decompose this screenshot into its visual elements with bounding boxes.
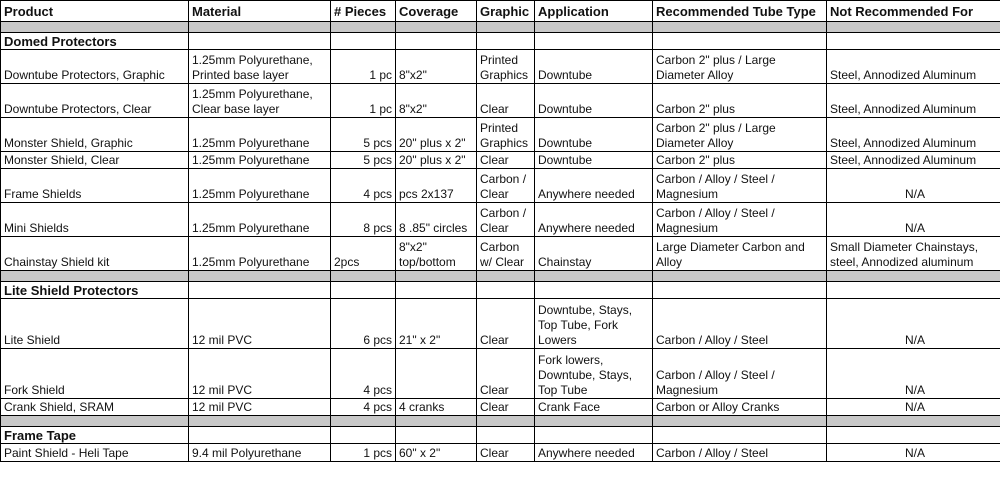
empty-cell	[827, 427, 1000, 444]
cell-application: Downtube	[535, 118, 653, 152]
cell-coverage: pcs 2x137	[396, 169, 477, 203]
divider-cell	[827, 22, 1000, 33]
cell-product: Paint Shield - Heli Tape	[1, 444, 189, 462]
empty-cell	[827, 33, 1000, 50]
cell-pieces: 5 pcs	[331, 152, 396, 169]
cell-material: 1.25mm Polyurethane	[189, 203, 331, 237]
empty-cell	[331, 427, 396, 444]
cell-not-recommended: N/A	[827, 349, 1000, 399]
cell-coverage: 21" x 2"	[396, 299, 477, 349]
divider-cell	[477, 416, 535, 427]
cell-not-recommended: Small Diameter Chainstays, steel, Annodized aluminum	[827, 237, 1000, 271]
empty-cell	[827, 282, 1000, 299]
cell-product: Downtube Protectors, Graphic	[1, 50, 189, 84]
cell-product: Monster Shield, Graphic	[1, 118, 189, 152]
cell-material: 1.25mm Polyurethane	[189, 152, 331, 169]
cell-coverage: 20" plus x 2"	[396, 152, 477, 169]
empty-cell	[396, 427, 477, 444]
empty-cell	[189, 33, 331, 50]
section-divider	[1, 22, 1000, 33]
cell-pieces: 2pcs	[331, 237, 396, 271]
header-graphic: Graphic	[477, 1, 535, 22]
cell-material: 1.25mm Polyurethane	[189, 169, 331, 203]
table-row	[1, 169, 1000, 203]
cell-product: Chainstay Shield kit	[1, 237, 189, 271]
empty-cell	[477, 33, 535, 50]
cell-tube-type: Carbon / Alloy / Steel / Magnesium	[653, 169, 827, 203]
table-row	[1, 349, 1000, 399]
cell-tube-type: Carbon 2" plus	[653, 84, 827, 118]
section-divider	[1, 271, 1000, 282]
divider-cell	[189, 416, 331, 427]
empty-cell	[396, 33, 477, 50]
cell-product: Monster Shield, Clear	[1, 152, 189, 169]
cell-graphic: Clear	[477, 349, 535, 399]
cell-application: Chainstay	[535, 237, 653, 271]
cell-graphic: Clear	[477, 399, 535, 416]
cell-coverage: 8"x2"	[396, 50, 477, 84]
section-title-row	[1, 427, 1000, 444]
cell-coverage	[396, 349, 477, 399]
cell-not-recommended: N/A	[827, 203, 1000, 237]
cell-not-recommended: Steel, Annodized Aluminum	[827, 152, 1000, 169]
empty-cell	[535, 33, 653, 50]
table-body	[1, 22, 1000, 462]
cell-graphic: Clear	[477, 444, 535, 462]
empty-cell	[477, 282, 535, 299]
empty-cell	[535, 282, 653, 299]
divider-cell	[827, 271, 1000, 282]
cell-tube-type: Carbon 2" plus / Large Diameter Alloy	[653, 50, 827, 84]
divider-cell	[477, 271, 535, 282]
cell-graphic: Clear	[477, 152, 535, 169]
cell-material: 1.25mm Polyurethane	[189, 118, 331, 152]
divider-cell	[535, 416, 653, 427]
divider-cell	[1, 22, 189, 33]
cell-product: Lite Shield	[1, 299, 189, 349]
cell-material: 12 mil PVC	[189, 299, 331, 349]
cell-graphic: Printed Graphics	[477, 50, 535, 84]
cell-pieces: 6 pcs	[331, 299, 396, 349]
empty-cell	[331, 282, 396, 299]
empty-cell	[189, 282, 331, 299]
cell-coverage: 20" plus x 2"	[396, 118, 477, 152]
cell-material: 12 mil PVC	[189, 399, 331, 416]
divider-cell	[1, 271, 189, 282]
cell-product: Crank Shield, SRAM	[1, 399, 189, 416]
cell-coverage: 60" x 2"	[396, 444, 477, 462]
section-title: Domed Protectors	[1, 33, 189, 50]
divider-cell	[535, 22, 653, 33]
cell-tube-type: Carbon or Alloy Cranks	[653, 399, 827, 416]
section-title: Frame Tape	[1, 427, 189, 444]
cell-application: Anywhere needed	[535, 203, 653, 237]
divider-cell	[331, 22, 396, 33]
divider-cell	[331, 271, 396, 282]
table-row	[1, 152, 1000, 169]
cell-graphic: Carbon / Clear	[477, 203, 535, 237]
cell-pieces: 1 pc	[331, 84, 396, 118]
divider-cell	[653, 271, 827, 282]
cell-application: Downtube, Stays, Top Tube, Fork Lowers	[535, 299, 653, 349]
empty-cell	[331, 33, 396, 50]
header-material: Material	[189, 1, 331, 22]
divider-cell	[535, 271, 653, 282]
divider-cell	[653, 416, 827, 427]
table-row	[1, 444, 1000, 462]
cell-tube-type: Carbon 2" plus	[653, 152, 827, 169]
cell-application: Anywhere needed	[535, 444, 653, 462]
section-title: Lite Shield Protectors	[1, 282, 189, 299]
header-pieces: # Pieces	[331, 1, 396, 22]
table-row	[1, 84, 1000, 118]
cell-material: 1.25mm Polyurethane	[189, 237, 331, 271]
table-row	[1, 203, 1000, 237]
empty-cell	[477, 427, 535, 444]
divider-cell	[396, 416, 477, 427]
cell-coverage: 8 .85" circles	[396, 203, 477, 237]
cell-pieces: 8 pcs	[331, 203, 396, 237]
cell-graphic: Clear	[477, 299, 535, 349]
cell-material: 1.25mm Polyurethane, Printed base layer	[189, 50, 331, 84]
cell-graphic: Carbon / Clear	[477, 169, 535, 203]
divider-cell	[189, 22, 331, 33]
cell-application: Downtube	[535, 152, 653, 169]
cell-application: Anywhere needed	[535, 169, 653, 203]
cell-tube-type: Carbon / Alloy / Steel	[653, 299, 827, 349]
divider-cell	[189, 271, 331, 282]
cell-pieces: 1 pcs	[331, 444, 396, 462]
cell-material: 12 mil PVC	[189, 349, 331, 399]
header-product: Product	[1, 1, 189, 22]
header-application: Application	[535, 1, 653, 22]
divider-cell	[653, 22, 827, 33]
cell-not-recommended: N/A	[827, 399, 1000, 416]
divider-cell	[331, 416, 396, 427]
cell-coverage: 8"x2"	[396, 84, 477, 118]
cell-product: Mini Shields	[1, 203, 189, 237]
cell-application: Downtube	[535, 50, 653, 84]
cell-coverage: 4 cranks	[396, 399, 477, 416]
header-tube-type: Recommended Tube Type	[653, 1, 827, 22]
cell-not-recommended: N/A	[827, 169, 1000, 203]
cell-application: Downtube	[535, 84, 653, 118]
cell-graphic: Clear	[477, 84, 535, 118]
cell-material: 9.4 mil Polyurethane	[189, 444, 331, 462]
divider-cell	[396, 22, 477, 33]
section-title-row	[1, 282, 1000, 299]
table-row	[1, 299, 1000, 349]
cell-product: Fork Shield	[1, 349, 189, 399]
header-not-recommended: Not Recommended For	[827, 1, 1000, 22]
cell-not-recommended: Steel, Annodized Aluminum	[827, 50, 1000, 84]
empty-cell	[535, 427, 653, 444]
header-row	[1, 1, 1000, 22]
cell-tube-type: Large Diameter Carbon and Alloy	[653, 237, 827, 271]
cell-pieces: 1 pc	[331, 50, 396, 84]
cell-tube-type: Carbon / Alloy / Steel / Magnesium	[653, 349, 827, 399]
cell-not-recommended: Steel, Annodized Aluminum	[827, 118, 1000, 152]
empty-cell	[653, 282, 827, 299]
divider-cell	[1, 416, 189, 427]
table-row	[1, 118, 1000, 152]
cell-not-recommended: N/A	[827, 299, 1000, 349]
empty-cell	[396, 282, 477, 299]
cell-material: 1.25mm Polyurethane, Clear base layer	[189, 84, 331, 118]
cell-product: Frame Shields	[1, 169, 189, 203]
divider-cell	[827, 416, 1000, 427]
cell-application: Crank Face	[535, 399, 653, 416]
cell-pieces: 5 pcs	[331, 118, 396, 152]
cell-not-recommended: Steel, Annodized Aluminum	[827, 84, 1000, 118]
cell-application: Fork lowers, Downtube, Stays, Top Tube	[535, 349, 653, 399]
table-row	[1, 237, 1000, 271]
cell-tube-type: Carbon 2" plus / Large Diameter Alloy	[653, 118, 827, 152]
cell-pieces: 4 pcs	[331, 169, 396, 203]
cell-not-recommended: N/A	[827, 444, 1000, 462]
table-row	[1, 50, 1000, 84]
divider-cell	[477, 22, 535, 33]
header-coverage: Coverage	[396, 1, 477, 22]
empty-cell	[189, 427, 331, 444]
empty-cell	[653, 427, 827, 444]
section-title-row	[1, 33, 1000, 50]
table-row	[1, 399, 1000, 416]
cell-graphic: Printed Graphics	[477, 118, 535, 152]
cell-tube-type: Carbon / Alloy / Steel / Magnesium	[653, 203, 827, 237]
divider-cell	[396, 271, 477, 282]
cell-pieces: 4 pcs	[331, 349, 396, 399]
cell-pieces: 4 pcs	[331, 399, 396, 416]
section-divider	[1, 416, 1000, 427]
cell-graphic: Carbon w/ Clear	[477, 237, 535, 271]
cell-coverage: 8"x2" top/bottom	[396, 237, 477, 271]
cell-product: Downtube Protectors, Clear	[1, 84, 189, 118]
cell-tube-type: Carbon / Alloy / Steel	[653, 444, 827, 462]
empty-cell	[653, 33, 827, 50]
